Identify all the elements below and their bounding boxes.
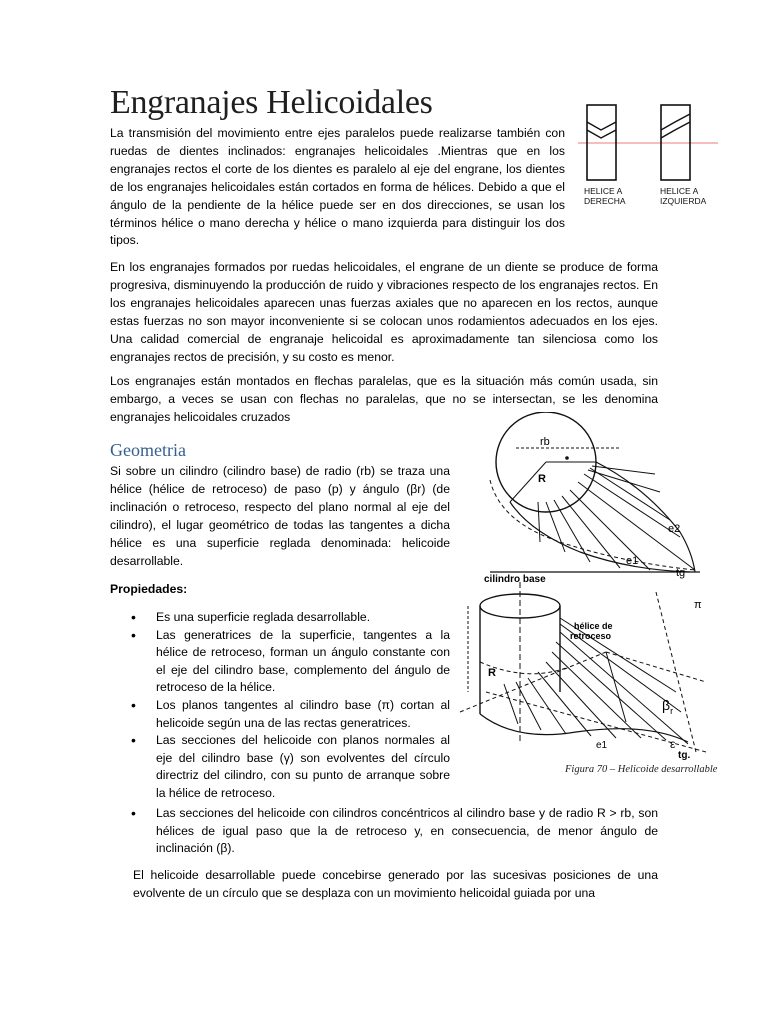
geometry-heading: Geometria xyxy=(110,440,186,460)
list-item: • Las generatrices de la superficie, tangentes a la hélice de retroceso, forman un ángulo constante con el eje del cilindro base, complemento del ángulo de retroceso de la hélice. xyxy=(110,627,450,697)
beta-main: β xyxy=(662,697,671,713)
right-helix-cylinder xyxy=(587,105,616,180)
label-e2: e2 xyxy=(668,523,681,535)
helix-hand-figure xyxy=(578,100,718,212)
gen-10 xyxy=(592,466,655,474)
gen-d xyxy=(546,662,616,738)
label-R-bottom: R xyxy=(488,667,496,679)
label-e1-bottom: e1 xyxy=(596,740,608,751)
label-R: R xyxy=(538,473,546,485)
gen-8 xyxy=(538,502,540,542)
center-point xyxy=(565,456,569,460)
left-label-2: IZQUIERDA xyxy=(660,196,707,206)
beta-sub: r xyxy=(670,706,674,716)
label-epsilon: ε xyxy=(670,737,676,751)
properties-list xyxy=(110,609,450,803)
helicoid-figure-bottom xyxy=(456,572,716,760)
label-helice-2: retroceso xyxy=(570,631,612,641)
figure-caption: Figura 70 – Helicoide desarrollable xyxy=(565,764,718,775)
gen-3 xyxy=(590,468,670,520)
plane-pi xyxy=(656,592,696,752)
helicoid-figure-top xyxy=(470,412,710,582)
paragraph-2: En los engranajes formados por ruedas helicoidales, el engrane de un diente se produce de forma progresiva, disminuyendo la producción de ruido y vibraciones respecto de los engranajes rectos. En los engranajes helicoidales aparecen unas fuerzas axiales que no aparecen en los rectos, aunque estas fuerzas no son mayor inconveniente si se colocan unos rodamientos adecuados en los ejes. Una calidad comercial de engranaje helicoidal es aproximadamente tan silenciosa como los engranajes rectos de precisión, y su costo es menor. xyxy=(110,260,658,364)
right-label-2: DERECHA xyxy=(584,196,626,206)
label-tg: tg xyxy=(676,567,686,579)
left-helix-tooth-2 xyxy=(661,122,690,138)
gen-c xyxy=(552,652,641,738)
label-e1: e1 xyxy=(626,555,639,567)
list-item: • Es una superficie reglada desarrollable. xyxy=(110,609,450,627)
label-beta xyxy=(662,697,673,716)
final-paragraph: El helicoide desarrollable puede concebirse generado por las sucesivas posiciones de una evolvente de un círculo que se desplaza con un movimiento helicoidal guiada por una xyxy=(133,868,658,900)
geometry-paragraph: Si sobre un cilindro (cilindro base) de radio (rb) se traza una hélice (hélice de retroceso) de paso (p) y ángulo (βr) (de inclinación o retroceso, respecto del plano normal al eje del cilindro), el lugar geométrico de todas las tangentes a dicha hélice es una superficie reglada denominada: helicoide desarrollable. xyxy=(110,464,450,568)
label-rb: rb xyxy=(540,436,550,448)
page-title: Engranajes Helicoidales xyxy=(110,84,433,121)
list-item: • Las secciones del helicoide con cilindros concéntricos al cilindro base y de radio R > rb, son hélices de igual paso que la de retroceso y, en consecuencia, de menor ángulo de inclinación (β). xyxy=(110,805,658,858)
label-helice-1: hélice de xyxy=(574,621,613,631)
label-pi: π xyxy=(694,599,702,611)
involute-e2 xyxy=(596,462,695,572)
right-helix-tooth-1 xyxy=(587,122,616,130)
gen-a xyxy=(560,632,688,744)
label-tg-bottom: tg. xyxy=(678,750,691,760)
list-item: • Las secciones del helicoide con planos normales al eje del cilindro base (γ) son evolventes del círculo directriz del cilindro, con su punto de arranque sobre la hélice de retroceso. xyxy=(110,732,450,802)
gen-h xyxy=(504,684,518,724)
right-helix-tooth-2 xyxy=(587,130,616,138)
intro-paragraph: La transmisión del movimiento entre ejes paralelos puede realizarse también con ruedas de dientes inclinados: engranajes helicoidales .Mientras que en los engranajes rectos el corte de los dientes es paralelo al eje del engrane, los dientes de los engranajes helicoidales están cortados en forma de hélices. Debido a que el ángulo de la pendiente de la hélice puede ser en dos direcciones, se usan los términos hélice o mano derecha y hélice o mano izquierda para distinguir los dos tipos. xyxy=(110,126,565,248)
left-helix-tooth-1 xyxy=(661,114,690,130)
paragraph-3: Los engranajes están montados en flechas paralelas, que es la situación más común usada, sin embargo, a veces se usan con flechas no paralelas, que no se intersectan, se les denomina engranajes helicoidales cruzados xyxy=(110,374,658,424)
left-label-1: HELICE A xyxy=(660,186,699,196)
label-cilindro-base: cilindro base xyxy=(484,574,546,585)
properties-list-cont xyxy=(110,805,658,858)
gen-6 xyxy=(554,500,590,562)
right-label-1: HELICE A xyxy=(584,186,623,196)
list-item: • Los planos tangentes al cilindro base (π) cortan al helicoide según una de las rectas generatrices. xyxy=(110,697,450,732)
properties-heading: Propiedades: xyxy=(110,582,188,596)
